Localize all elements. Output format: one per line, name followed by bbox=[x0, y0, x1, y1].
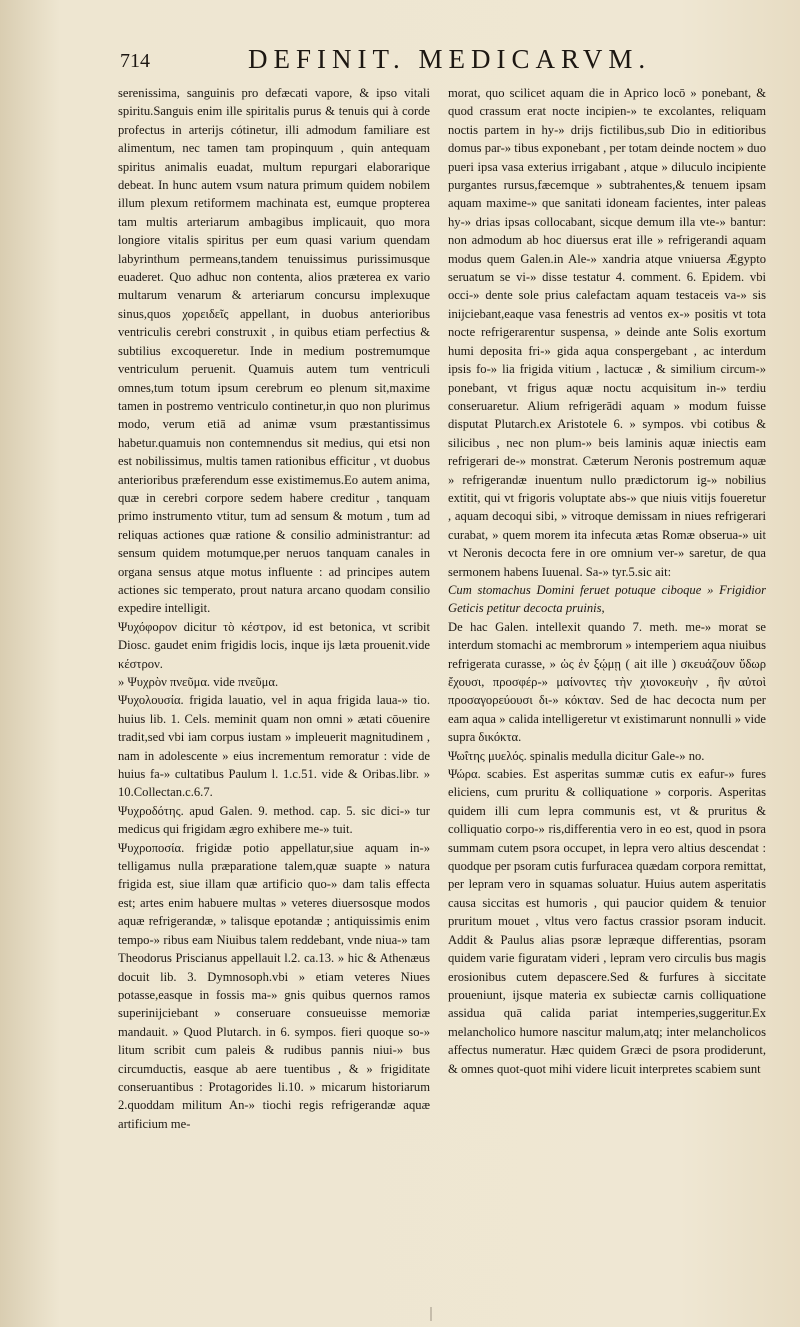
running-title: DEFINIT. MEDICARVM. bbox=[248, 44, 652, 74]
left-column bbox=[118, 84, 430, 1302]
entry-psychroposia: Ψυχροποσία. frigidæ potio appellatur,siue aquam in-» telligamus nulla præparatione talem,quæ suapte » natura frigida est, siue illam quæ artificio quo-» dam talis effecta est; artes enim habuere multas » veteres diuersosque modos aquæ refrigerandæ, » talisque epotandæ ; antiquissimis enim tempo-» ribus eam Niuibus talem reddebant, vnde niua-» tam Theodorus Priscianus appellauit l.2. ca.13. » hic & Athenæus docuit lib. 3. Dymnosoph.vbi » etiam veteres Niues potasse,easque in fossis ma-» gnis quibus quernos ramos superinijciebant » conseruare consueuisse memoriæ mandauit. » Quod Plutarch. in 6. sympos. fieri quoque so-» litum scribit cum paleis & rudibus pannis niui-» bus circumductis, easque ab aere tuentibus , & » frigiditate conseruantibus : Protagorides li.10. » micarum historiarum 2.quoddam militum An-» tiochi regis refrigerandæ aquæ artificium me- bbox=[118, 840, 430, 1131]
juvenal-quote: Cum stomachus Domini feruet potuque ciboque » Frigidior Geticis petitur decocta pruinis, bbox=[448, 582, 766, 616]
right-column bbox=[448, 84, 766, 1302]
text-columns bbox=[118, 84, 766, 1302]
entry-psoites-myelos: Ψωΐτης μυελός. spinalis medulla dicitur Gale-» no. bbox=[448, 748, 705, 763]
paragraph: De hac Galen. intellexit quando 7. meth. me-» morat se interdum stomachi ac membrorum » intemperiem aqua niuibus refrigerata curasse, » ὡς ἐν ξῴμῃ ( ait ille ) σκευάζουν ὕδωρ ἔχουσι, προσφέρ-» μαίνοντες τὴν χιονοκευὴν , ἣν αὐτοὶ προσαγορεύουσι δι-» κόκταν. Sed de hac decocta num per eam aqua » calida intelligeretur vt existimarunt nonnulli » vide supra δικόκτα. bbox=[448, 619, 766, 745]
entry-psora: Ψώρα. scabies. Est asperitas summæ cutis ex eafur-» fures eliciens, cum pruritu & colliquatione » corporis. Asperitas quidem illi cum lepra communis est, vt & pruritus & colliquatio corpo-» ris,differentia vero in eo est, quod in psora summam cutem psora occupet, in lepra vero altius descendat : quodque per psoram cutis furfuracea quædam corpora remittat, per lepram vero in squamas soluatur. Huius autem asperitatis causa siccitas est humoris , qui paucior quidem & tenuior pruritum mouet , vltus vero factus crassior psoram inducit. Addit & Paulus alias psoræ lepræque differentias, psoram quidem varie figuratam videri , lepram vero circulis bus magis erosionibus cutem depascere.Sed & furfures à siccitate proueniunt, ijsque materia ex subiectæ carnis colliquatione assidua quā calida pariat intemperies,suggeritur.Ex melancholico humore nascitur malum,atq; inter melancholicos affectus numeratur. Hæc quidem Græci de psora prodiderunt, & omnes quot-quot mihi videre licuit interpretes scabiem sunt bbox=[448, 767, 766, 1076]
entry-psychophoron: Ψυχόφορον dicitur τὸ κέστρον, id est betonica, vt scribit Diosc. gaudet enim frigidis locis, inque ijs læta prouenit.vide κέστρον. bbox=[118, 619, 430, 671]
page-mark bbox=[430, 1307, 432, 1321]
entry-psycholousia: Ψυχολουσία. frigida lauatio, vel in aqua frigida laua-» tio. huius lib. 1. Cels. meminit quam non omni » ætati cōuenire tradit,sed vbi iam corpus iustam » impleuerit magnitudinem , nam in adolescente » eius incrementum remoratur : vide de huius fa-» cultatibus Paulum l. 1.c.51. vide & Oribas.libr. » 10.Collectan.c.6.7. bbox=[118, 693, 430, 800]
paragraph: morat, quo scilicet aquam die in Aprico locō » ponebant, & quod crassum erat nocte incipien-» te excolantes, reliquam noctis partem in hy-» drijs fictilibus,sub Dio in editioribus domus par-» tibus exponebant , per totam deinde noctem » duo pueri ipsa vasa exterius irrigabant , atque » diluculo incipiente purgantes rursus,fæcemque » subtrahentes,& tenuem ipsam aquam maxime-» que sanitati idoneam facientes, inter paleas hy-» drias ipsas collocabant, sicque demum illa vte-» bantur: non admodum ab hoc diuersus erat ille » refrigerandi aquam modus quem Galen.in Ale-» xandria atque vniuersa Ægypto seruatum se vi-» disse testatur 4. comment. 6. Epidem. vbi occi-» dente sole prius calefactam aquam testaceis va-» sis inijciebant,eaque vasa fenestris ad ventos ex-» positis vt tota nocte refrigerarentur suspensa, » deinde ante Solis exortum humi deposita fri-» gida aqua conspergebant , ac interdum ipsis fo-» lia frigida vitium , lactucæ , & similium circum-» ponebant, vt frigus aquæ noctu acquisitum in-» terdiu conseruaretur. Alium refrigerādi aquam » modum fuisse disputat Plutarch.ex Aristotele 6. » sympos. vbi cotibus & silicibus , nec non plum-» beis laminis aquæ iniectis eam refrigerari de-» monstrat. Cæterum Neronis postremum aquæ » refrigerandæ inuentum nullo prædictorum ig-» nobilius extitit, qui vt frigoris voluptate abs-» que niuis vitijs foueretur , aquam decoqui sibi, » vitroque demissam in niues refrigerari curabat, » quem morem ita infecuta ætas Romæ obserua-» uit vt Neronis decocta fere in ore omnium ver-» saretur, de qua sermonem habens Iuuenal. Sa-» tyr.5.sic ait: bbox=[448, 86, 766, 579]
entry-psychron-pneuma: » Ψυχρὸν πνεῦμα. vide πνεῦμα. bbox=[118, 675, 279, 689]
entry-psychrodotes: Ψυχροδότης. apud Galen. 9. method. cap. 5. sic dici-» tur medicus qui frigidam ægro exhibere me-» tuit. bbox=[118, 803, 430, 837]
page-number: 714 bbox=[120, 50, 150, 72]
paragraph: serenissima, sanguinis pro defæcati vapore, & ipso vitali spiritu.Sanguis enim ille spiritalis purus & tenuis qui à corde profectus in arterijs cótinetur, illi admodum familiare est alimentum, nec tamen tam propinquum , quin antequam spiritus animalis euadat, multum repurgari elaborarique debeat. In hunc autem vsum natura primum quidem nobilem illum plexum retiformem machinata est, eumque propterea tam multis arteriarum ambagibus implicauit, quo mora longiore vitalis spiritus per eum quasi varium quendam labyrinthum permeans,tandem tenuissimus purissimusque euaderet. Quo adhuc non contenta, alios præterea ex vario multarum venarum & arteriarum concursu implexuque sinus,quos χορειδεῖς appellant, in duobus anterioribus ventriculis cerebri construxit , in quibus etiam perfectius & subtilius excoqueretur. Inde in medium postremumque ventriculum peruenit. Quamuis autem tum ventriculi omnes,tum totum ipsum cerebrum eo plenum sit,maxime tamen in postremo ventriculo continetur,in quo non plurimus modo, verum etiā ad animæ vsum præstantissimus habetur.quamuis non contemnendus sit medius, qui etsi non est nobilissimus, multis tamen rationibus efficitur , vt duobus anterioribus præferendum esse existimemus.Eo autem anima, quæ in cerebri corpore sedem habere creditur , tanquam primo instrumento vtitur, tum ad sensum & motum , tum ad reliquas actiones quæ ratione & consilio administrantur: ad sensum quidem motumque,per neruos tanquam canales in organa sensus atque motus influente : ad principes autem actiones sic temperato, prout natura arcano quodam consilio expedire intelligit. bbox=[118, 86, 430, 616]
page-header bbox=[118, 44, 766, 84]
